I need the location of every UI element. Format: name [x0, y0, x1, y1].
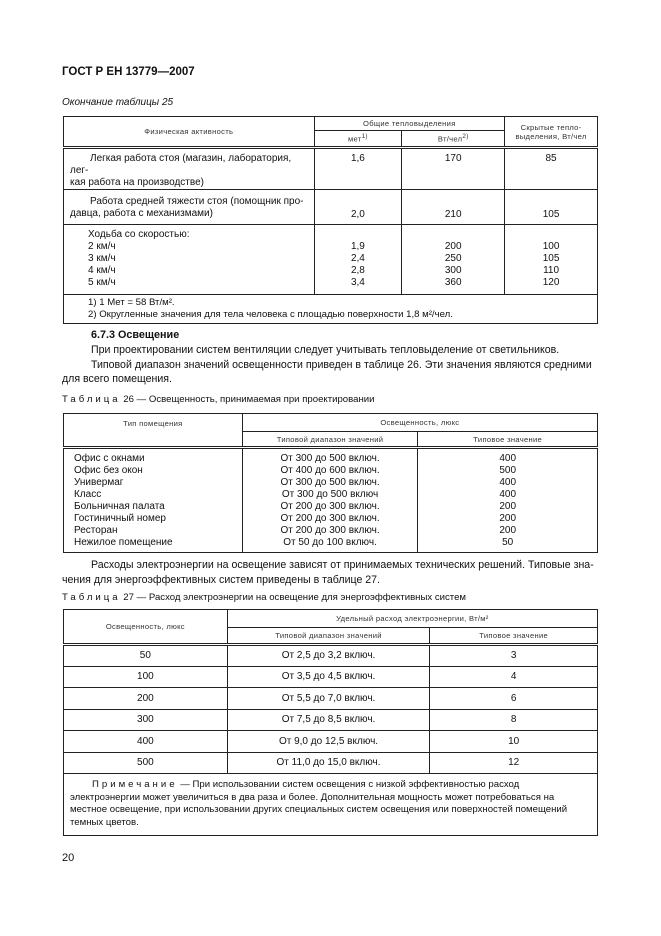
table26-cell-room: Больничная палата: [74, 501, 165, 512]
paragraph: для всего помещения.: [62, 373, 172, 385]
table26-cell-typical: 400: [499, 477, 517, 488]
table26-cell-typical: 500: [499, 465, 517, 476]
table26-cell-room: Универмаг: [74, 477, 124, 488]
table26-cell-range: От 50 до 100 включ.: [283, 537, 377, 548]
table27-cell-range: От 11,0 до 15,0 включ.: [227, 752, 430, 774]
col-total: Общие тепловыделения: [314, 117, 505, 131]
table26-cell-typical: 200: [499, 513, 517, 524]
table-25: [63, 116, 598, 324]
table26-cell-room: Офис без окон: [74, 465, 143, 476]
table26-cell-typical: 400: [499, 489, 517, 500]
table27-cell-typical: 8: [430, 709, 598, 731]
table27-cell-lux: 400: [64, 731, 228, 753]
table25-footnotes: 1) 1 Мет = 58 Вт/м². 2) Округленные значения для тела человека с площадью поверхности 1,8 м²/чел.: [64, 295, 598, 324]
table27-cell-typical: 12: [430, 752, 598, 774]
document-header: ГОСТ Р ЕН 13779—2007: [62, 66, 195, 78]
table26-cell-range: От 200 до 300 включ.: [280, 525, 380, 536]
table27-cell-range: От 5,5 до 7,0 включ.: [227, 688, 430, 710]
table26-caption: Таблица 26 — Освещенность, принимаемая при проектировании: [62, 394, 375, 405]
table27-caption: Таблица 27 — Расход электроэнергии на освещение для энергоэффективных систем: [62, 592, 466, 603]
table27-cell-typical: 10: [430, 731, 598, 753]
table26-cell-typical: 400: [499, 453, 517, 464]
table26-cell-range: От 200 до 300 включ.: [280, 513, 380, 524]
table27-cell-range: От 7,5 до 8,5 включ.: [227, 709, 430, 731]
table26-cell-typical: 200: [499, 501, 517, 512]
table27-cell-range: От 2,5 до 3,2 включ.: [227, 645, 430, 667]
table26-cell-room: Класс: [74, 489, 102, 500]
table26-cell-room: Ресторан: [74, 525, 118, 536]
col-latent: Скрытые тепло-выделения, Вт/чел: [505, 117, 598, 148]
table27-cell-lux: 200: [64, 688, 228, 710]
table26-cell-typical: 50: [502, 537, 514, 548]
table27-cell-range: От 9,0 до 12,5 включ.: [227, 731, 430, 753]
table-row: Работа средней тяжести стоя (помощник про- давца, работа с механизмами) 2,0 210 105: [64, 190, 598, 225]
section-heading: 6.7.3 Освещение: [91, 329, 180, 341]
table27-cell-range: От 3,5 до 4,5 включ.: [227, 666, 430, 688]
paragraph: При проектировании систем вентиляции следует учитывать тепловыделение от светильников.: [91, 344, 560, 356]
table26-cell-range: От 400 до 600 включ.: [280, 465, 380, 476]
paragraph: Расходы электроэнергии на освещение зависят от принимаемых технических решений. Типовые зна-: [91, 559, 594, 571]
table-26: Тип помещения Освещенность, люкс Типовой диапазон значений Типовое значение Офис с окнами Офис без окон Универмаг Класс Больничная палата Гостиничный номер Ресторан Нежилое помещение От 300 до 500 включ. От 400 до 600 включ. От 300 до 500 включ. От 300 до 500 включ От 200 до 300 включ. От 200 до 300 включ. От 200 до 300 включ. От 50 до 100 включ. 400 500 400 400 200 200 200 50: [63, 413, 598, 553]
table27-cell-lux: 100: [64, 666, 228, 688]
col-met: мет$^{1)}$: [314, 131, 402, 148]
table26-cell-range: От 200 до 300 включ.: [280, 501, 380, 512]
table27-cell-lux: 50: [64, 645, 228, 667]
paragraph: чения для энергоэффективных систем приведены в таблице 27.: [62, 574, 381, 586]
table-row: [64, 688, 598, 710]
table-row: [64, 731, 598, 753]
table-row: [64, 752, 598, 774]
table27-cell-lux: 500: [64, 752, 228, 774]
table-row-walking: Ходьба со скоростью: 2 км/ч 3 км/ч 4 км/ч 5 км/ч 1,9 2,4 2,8 3,4 200 250 300 360 100 105 110 120: [64, 225, 598, 295]
table27-cell-typical: 3: [430, 645, 598, 667]
table26-cell-room: Офис с окнами: [74, 453, 145, 464]
table26-cell-room: Гостиничный номер: [74, 513, 166, 524]
page-number: 20: [62, 852, 75, 864]
table26-cell-range: От 300 до 500 включ: [281, 489, 379, 500]
col-wpp: Вт/чел$^{2)}$: [402, 131, 505, 148]
table-row: [64, 645, 598, 667]
table-27: Освещенность, люкс Удельный расход электроэнергии, Вт/м² Типовой диапазон значений Типовое значение 50 От 2,5 до 3,2 включ. 3 100 От 3,5 до 4,5 включ. 4 200 От 5,5 до 7,0 включ. 6 300 От 7,5 до 8,5 включ. 8 400 От 9,0 до 12,5 включ. 10 500 От 11,0 до 15,0 включ. 12 Примечание — При использовании систем освещения с низкой эффективностью расход электроэнергии может увеличиться в два раза и более. Дополнительная мощность может потребоваться на местное освещение, при использовании других специальных систем освещения или поверхностей помещений темных цветов.: [63, 609, 598, 836]
table-row: Легкая работа стоя (магазин, лаборатория, лег- кая работа на производстве) 1,6 170 85: [64, 148, 598, 190]
table26-cell-typical: 200: [499, 525, 517, 536]
table27-cell-typical: 4: [430, 666, 598, 688]
table27-note: Примечание — При использовании систем освещения с низкой эффективностью расход электроэнергии может увеличиться в два раза и более. Дополнительная мощность может потребоваться на местное освещение, при использовании других специальных систем освещения или поверхностей помещений темных цветов.: [64, 774, 598, 836]
table27-cell-lux: 300: [64, 709, 228, 731]
table26-cell-range: От 300 до 500 включ.: [280, 477, 380, 488]
col-activity: Физическая активность: [64, 117, 315, 148]
table27-cell-typical: 6: [430, 688, 598, 710]
table25-caption: Окончание таблицы 25: [62, 97, 174, 108]
table-row: [64, 666, 598, 688]
table-row: [64, 709, 598, 731]
table26-cell-room: Нежилое помещение: [74, 537, 173, 548]
table26-cell-range: От 300 до 500 включ.: [280, 453, 380, 464]
table-body: [64, 448, 598, 553]
paragraph: Типовой диапазон значений освещенности приведен в таблице 26. Эти значения являются средними: [91, 359, 592, 371]
